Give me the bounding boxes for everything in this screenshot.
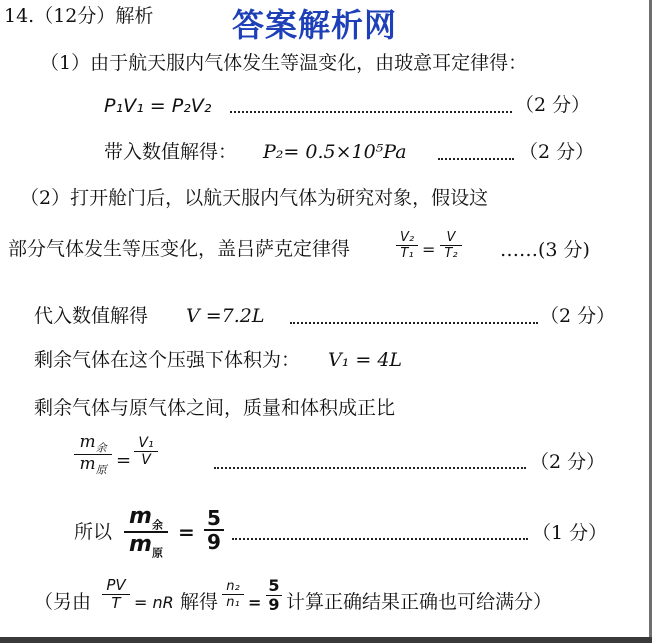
- equals-sign: =: [422, 240, 436, 259]
- substitute-label-2: 代入数值解得: [34, 305, 149, 327]
- equals-sign: =: [248, 593, 262, 612]
- score-p2: （2 分）: [519, 141, 595, 163]
- boyle-equation: P₁V₁ = P₂V₂: [104, 95, 212, 117]
- leader-dots: [230, 111, 512, 113]
- frac-five-ninths-alt: 5 9: [266, 578, 282, 613]
- v-result: V =7.2L: [186, 305, 265, 327]
- frac-n2-n1: n₂ n₁: [222, 580, 244, 609]
- part2-intro: （2）打开舱门后，以航天服内气体为研究对象，假设这: [20, 187, 489, 209]
- leader-dots: [438, 158, 514, 160]
- leader-dots: [214, 467, 526, 469]
- score-v: （2 分）: [540, 305, 616, 327]
- score-gay-lussac: ……(3 分): [500, 239, 590, 261]
- frac-pv-t: PV T: [102, 578, 130, 611]
- frac-five-ninths: 5 9: [204, 508, 224, 552]
- leader-dots: [290, 322, 538, 324]
- gay-lussac-label: 部分气体发生等压变化，盖吕萨克定律得: [8, 238, 351, 260]
- proportion-statement: 剩余气体与原气体之间，质量和体积成正比: [34, 397, 396, 419]
- score-boyle: （2 分）: [515, 94, 591, 116]
- problem-heading: 14.（12分）解析: [4, 5, 154, 27]
- part1-intro: （1）由于航天服内气体发生等温变化，由玻意耳定律得：: [40, 52, 528, 74]
- alt-note-suffix: 计算正确结果正确也可给满分）: [286, 591, 553, 613]
- equals-sign: =: [116, 450, 132, 471]
- substitute-label: 带入数值解得：: [104, 141, 238, 163]
- frac-mass-result: $m_余$ $m_原$: [124, 506, 168, 559]
- leader-dots: [232, 538, 528, 540]
- score-ratio: （2 分）: [530, 451, 606, 473]
- equals-sign: =: [178, 520, 195, 544]
- frac-v2-t1: V₂ T₁: [396, 231, 418, 260]
- alt-note-mid: 解得: [180, 591, 219, 613]
- remaining-volume-label: 剩余气体在这个压强下体积为：: [34, 349, 301, 371]
- p2-result: P₂= 0.5×10⁵Pa: [263, 141, 407, 163]
- frac-v-t2: V T₂: [440, 231, 462, 260]
- score-result: （1 分）: [532, 522, 608, 544]
- site-watermark: 答案解析网: [232, 6, 398, 44]
- frac-mass-ratio: $m_余$ $m_原$: [74, 434, 112, 476]
- therefore-label: 所以: [74, 521, 113, 543]
- nr-term: = nR: [134, 593, 174, 612]
- v1-result: V₁ = 4L: [328, 349, 403, 371]
- frame-edge-bottom: [0, 637, 652, 643]
- alt-note-prefix: （另由: [34, 591, 92, 613]
- frac-v1-v: V₁ V: [134, 436, 158, 467]
